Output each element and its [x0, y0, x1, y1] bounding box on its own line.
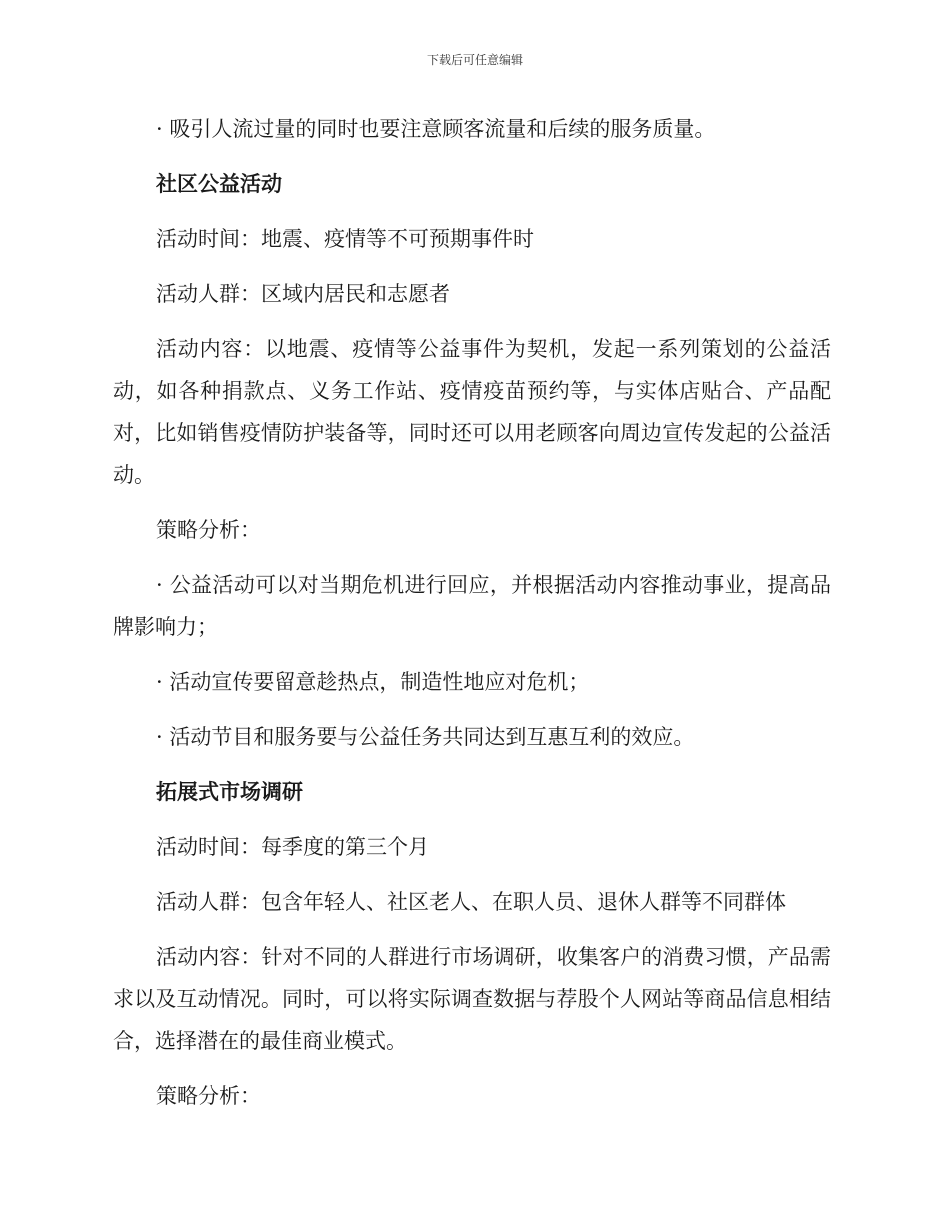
activity-audience: 活动人群：包含年轻人、社区老人、在职人员、退休人群等不同群体: [156, 890, 786, 914]
activity-content: 活动内容：针对不同的人群进行市场调研，收集客户的消费习惯，产品需求以及互动情况。同时，可以将实际调查数据与荐股个人网站等商品信息相结合，选择潜在的最佳商业模式。: [113, 945, 831, 1053]
bullet-paragraph: · 活动节目和服务要与公益任务共同达到互惠互利的效应。: [156, 725, 695, 749]
page-header-note: 下载后可任意编辑: [426, 53, 523, 67]
bullet-paragraph: · 吸引人流过量的同时也要注意顾客流量和后续的服务质量。: [156, 117, 716, 141]
activity-time: 活动时间：每季度的第三个月: [156, 835, 429, 859]
strategy-analysis-label: 策略分析：: [156, 518, 261, 542]
section-heading: 社区公益活动: [156, 172, 282, 196]
strategy-analysis-label: 策略分析：: [156, 1084, 261, 1108]
activity-audience: 活动人群：区域内居民和志愿者: [156, 282, 450, 306]
bullet-paragraph: · 公益活动可以对当期危机进行回应，并根据活动内容推动事业，提高品牌影响力；: [113, 573, 831, 639]
activity-content: 活动内容：以地震、疫情等公益事件为契机，发起一系列策划的公益活动，如各种捐款点、义务工作站、疫情疫苗预约等，与实体店贴合、产品配对，比如销售疫情防护装备等，同时还可以用老顾客向周边宣传发起的公益活动。: [113, 337, 831, 487]
document-body: [113, 108, 831, 1130]
bullet-paragraph: · 活动宣传要留意趁热点，制造性地应对危机；: [156, 670, 590, 694]
section-heading: 拓展式市场调研: [156, 780, 303, 804]
activity-time: 活动时间：地震、疫情等不可预期事件时: [156, 227, 534, 251]
